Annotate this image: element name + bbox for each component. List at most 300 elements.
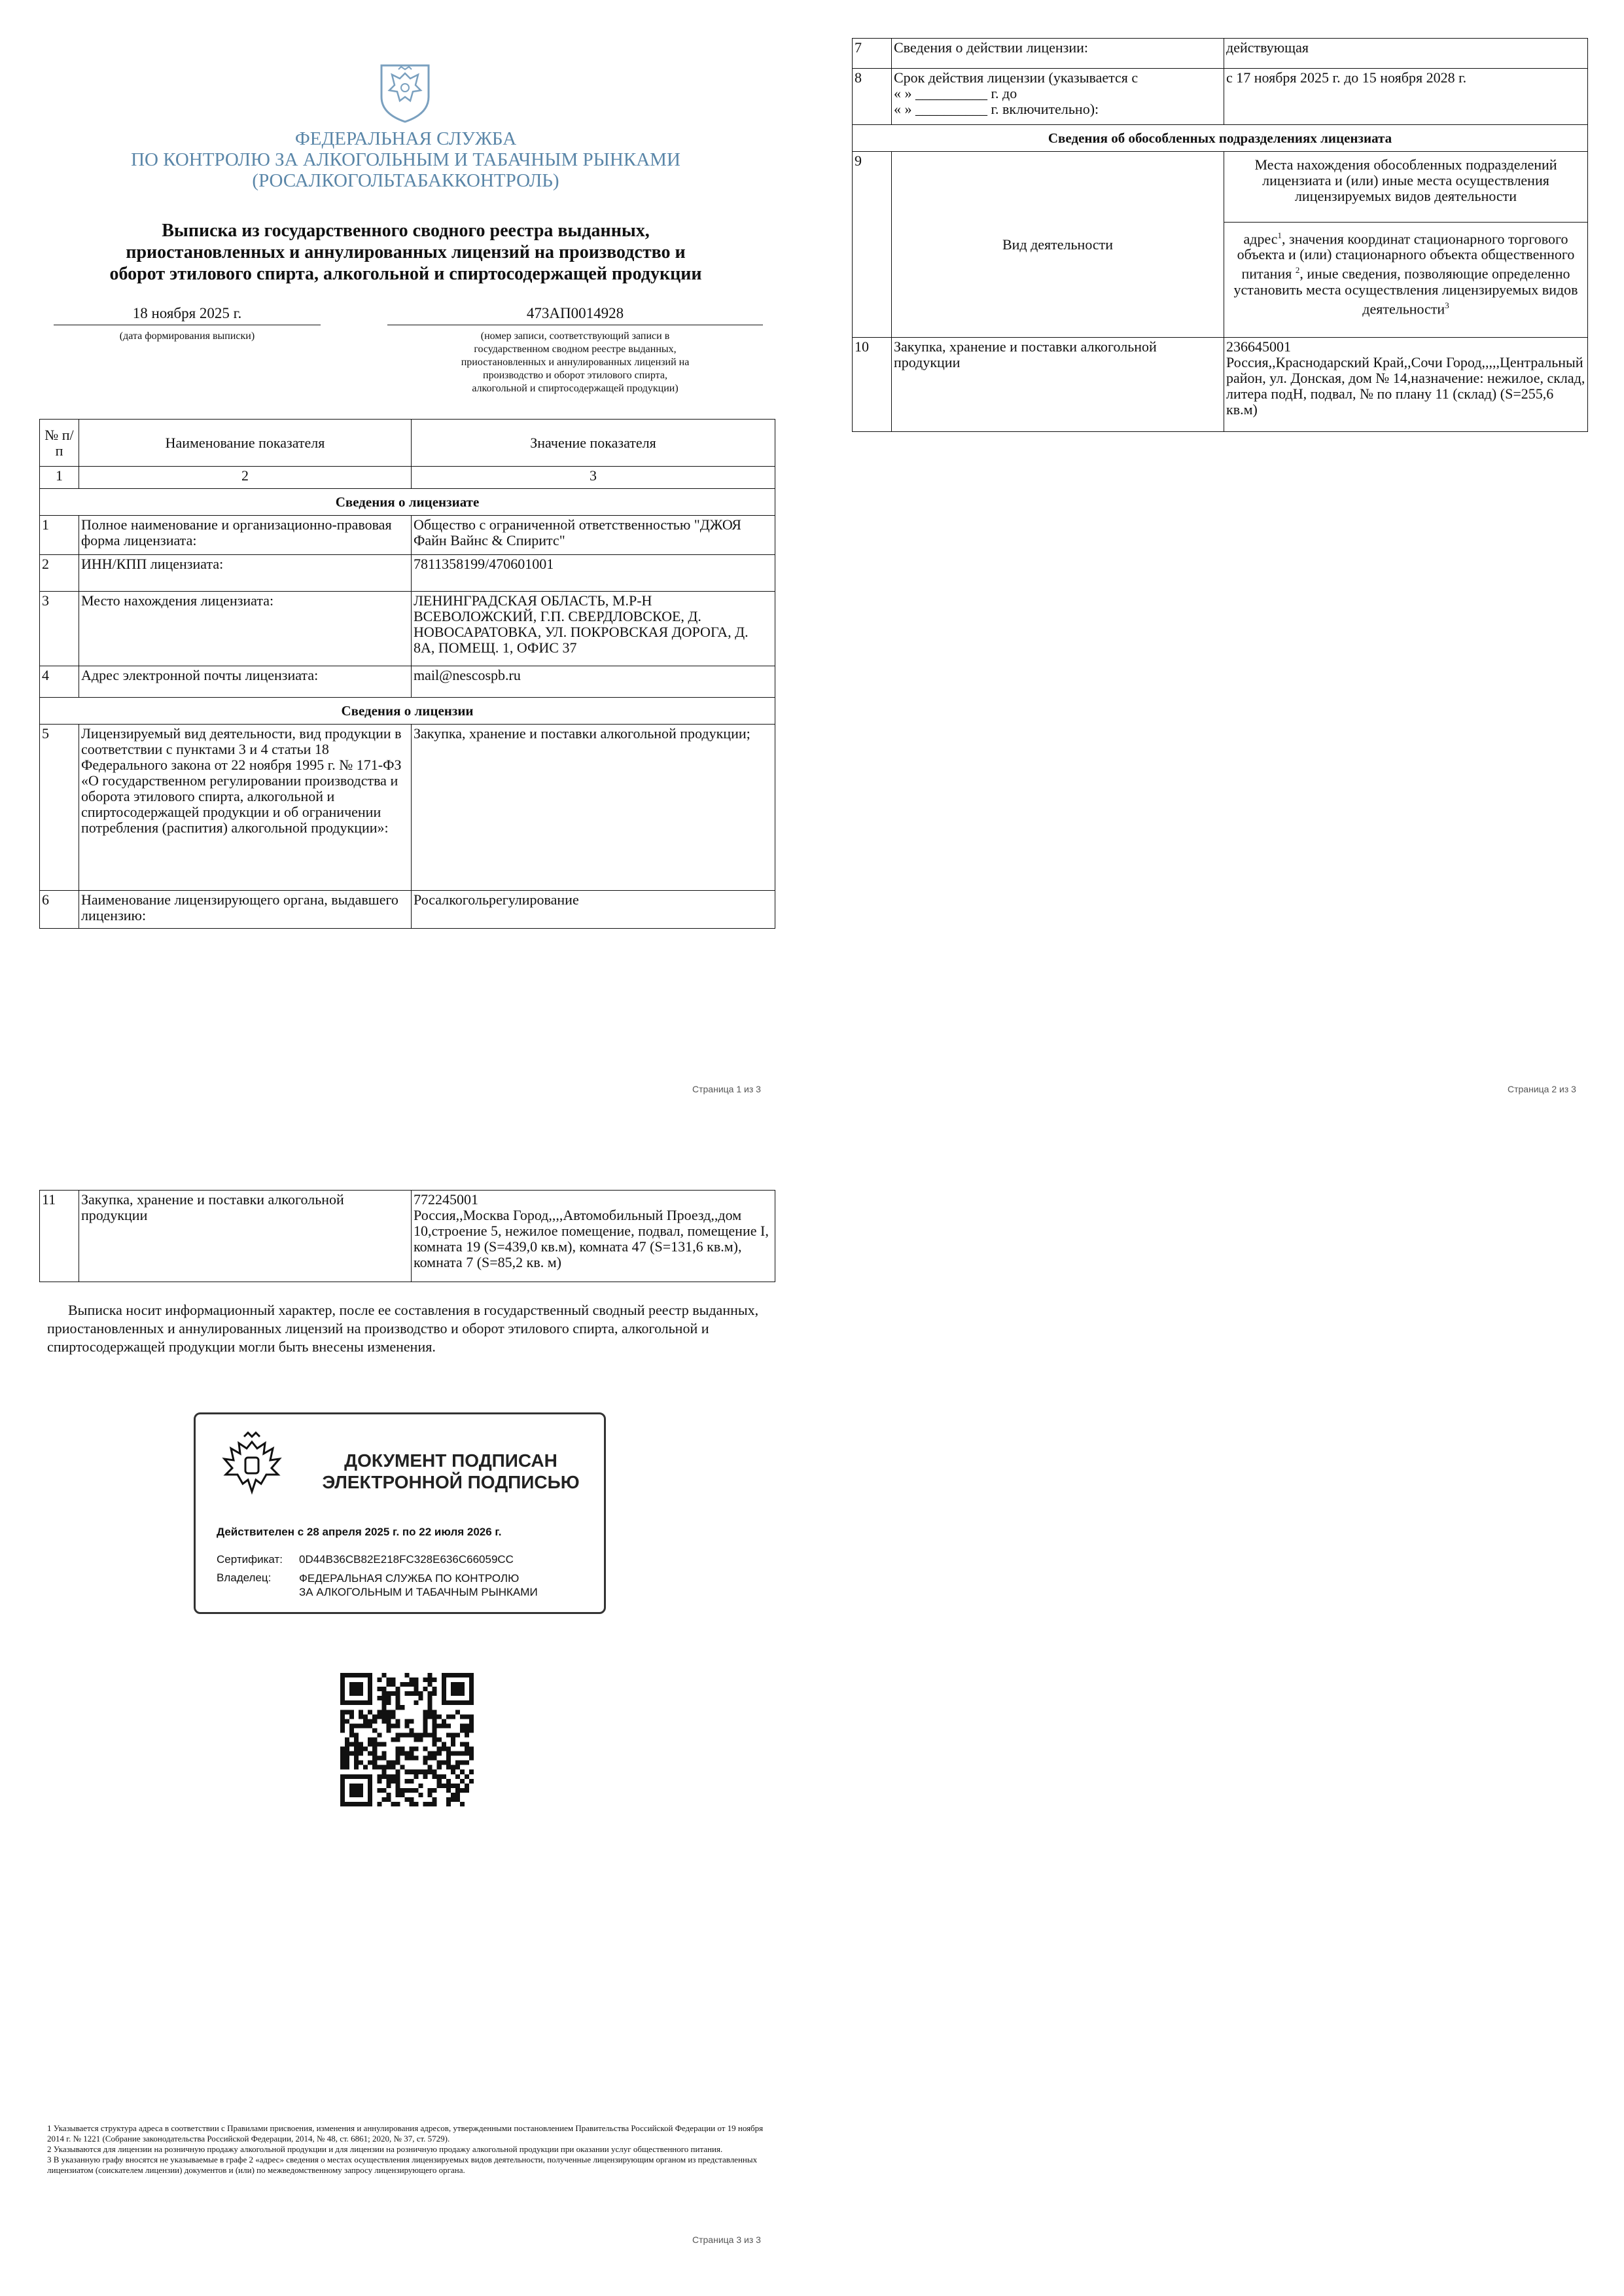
qr-module — [386, 1714, 391, 1719]
qr-module — [404, 1673, 409, 1677]
qr-module — [410, 1756, 414, 1761]
qr-module — [451, 1793, 455, 1797]
qr-module — [381, 1710, 386, 1714]
qr-module — [428, 1802, 432, 1806]
title-line-2: приостановленных и аннулированных лицензий на производство и — [126, 242, 686, 262]
qr-module — [428, 1765, 432, 1770]
qr-module — [381, 1797, 386, 1802]
qr-module — [423, 1756, 428, 1761]
document-title — [52, 220, 759, 285]
table-row — [40, 666, 775, 698]
qr-module — [349, 1751, 354, 1756]
qr-module — [395, 1779, 400, 1784]
row-name: Сведения о действии лицензии: — [892, 39, 1224, 69]
title-line-3: оборот этилового спирта, алкогольной и спиртосодержащей продукции — [109, 264, 702, 284]
qr-module — [345, 1742, 349, 1747]
qr-module — [432, 1737, 437, 1742]
qr-module — [428, 1770, 432, 1774]
qr-module — [432, 1691, 437, 1696]
agency-line-1: ФЕДЕРАЛЬНАЯ СЛУЖБА — [294, 128, 517, 149]
qr-module — [437, 1765, 442, 1770]
qr-module — [446, 1765, 451, 1770]
qr-module — [469, 1723, 474, 1728]
qr-module — [410, 1779, 414, 1784]
qr-module — [372, 1728, 377, 1732]
qr-module — [391, 1761, 395, 1765]
qr-module — [340, 1747, 345, 1751]
row-value: ЛЕНИНГРАДСКАЯ ОБЛАСТЬ, М.Р-Н ВСЕВОЛОЖСКИЙ, Г.П. СВЕРДЛОВСКОЕ, Д. НОВОСАРАТОВКА, УЛ. ПОКРОВСКАЯ ДОРОГА, Д. 8А, ПОМЕЩ. 1, ОФИС 37 — [412, 592, 775, 666]
stamp-owner-line: ЗА АЛКОГОЛЬНЫМ И ТАБАЧНЫМ РЫНКАМИ — [299, 1586, 538, 1598]
qr-module — [368, 1710, 372, 1714]
branch-table — [39, 1190, 775, 1282]
qr-module — [354, 1761, 359, 1765]
table-row — [40, 1191, 775, 1282]
row-name: Полное наименование и организационно-правовая форма лицензиата: — [79, 516, 412, 555]
qr-module — [372, 1765, 377, 1770]
qr-module — [410, 1682, 414, 1687]
section-licensee: Сведения о лицензиате — [40, 489, 775, 516]
qr-module — [432, 1687, 437, 1691]
qr-module — [395, 1696, 400, 1700]
qr-module — [432, 1774, 437, 1779]
qr-module — [469, 1714, 474, 1719]
qr-module — [349, 1728, 354, 1732]
qr-module — [381, 1705, 386, 1710]
extract-date: 18 ноября 2025 г. — [132, 305, 242, 321]
qr-module — [410, 1751, 414, 1756]
qr-module — [469, 1756, 474, 1761]
qr-module — [465, 1774, 469, 1779]
qr-module — [428, 1673, 432, 1677]
qr-module — [460, 1728, 465, 1732]
qr-module — [432, 1751, 437, 1756]
disclaimer-text: Выписка носит информационный характер, после ее составления в государственный сводный реестр выданных, приостановленных и аннулированных лицензий на производство и оборот этилового спирта, алкогольной и спиртосодержащей продукции могли быть внесены изменения. — [47, 1302, 759, 1355]
page-number-3: Страница 3 из 3 — [692, 2234, 761, 2245]
qr-module — [377, 1677, 381, 1682]
date-caption: (дата формирования выписки) — [119, 331, 255, 342]
qr-module — [377, 1714, 381, 1719]
qr-module — [381, 1765, 386, 1770]
disclaimer-note — [47, 1301, 760, 1356]
qr-module — [460, 1742, 465, 1747]
qr-module — [460, 1761, 465, 1765]
qr-module — [455, 1788, 460, 1793]
table-row — [853, 39, 1588, 69]
qr-module — [432, 1723, 437, 1728]
qr-module — [354, 1765, 359, 1770]
header-value: Значение показателя — [412, 420, 775, 467]
row-num: 2 — [40, 555, 79, 592]
qr-module — [395, 1737, 400, 1742]
qr-module — [455, 1732, 460, 1737]
qr-module — [404, 1756, 409, 1761]
qr-module — [340, 1728, 345, 1732]
qr-module — [354, 1742, 359, 1747]
qr-module — [419, 1793, 423, 1797]
qr-module — [465, 1742, 469, 1747]
qr-module — [423, 1774, 428, 1779]
qr-module — [414, 1677, 419, 1682]
addr-text-3: , иные сведения, позволяющие определенно установить места осуществления лицензируемых видов деятельности — [1233, 265, 1578, 317]
qr-module — [414, 1691, 419, 1696]
qr-module — [437, 1774, 442, 1779]
qr-module — [428, 1756, 432, 1761]
qr-module — [345, 1710, 349, 1714]
qr-module — [432, 1770, 437, 1774]
row-name: Вид деятельности — [892, 152, 1224, 338]
qr-module — [465, 1714, 469, 1719]
header-name: Наименование показателя — [79, 420, 412, 467]
qr-module — [372, 1751, 377, 1756]
qr-module — [400, 1705, 404, 1710]
qr-module — [423, 1770, 428, 1774]
stamp-title-line: ДОКУМЕНТ ПОДПИСАН — [344, 1450, 557, 1471]
qr-module — [372, 1714, 377, 1719]
qr-module — [391, 1677, 395, 1682]
qr-module — [395, 1747, 400, 1751]
qr-module — [391, 1714, 395, 1719]
qr-module — [423, 1714, 428, 1719]
qr-module — [400, 1732, 404, 1737]
table-row — [40, 725, 775, 891]
qr-module — [400, 1747, 404, 1751]
qr-module — [465, 1723, 469, 1728]
qr-module — [395, 1774, 400, 1779]
page-number-1: Страница 1 из 3 — [692, 1084, 761, 1094]
licensee-table — [39, 419, 775, 929]
qr-module — [404, 1770, 409, 1774]
registry-caption-line: (номер записи, соответствующий записи в — [480, 331, 670, 342]
qr-module — [386, 1691, 391, 1696]
footnote-ref-3: 3 — [1445, 300, 1449, 310]
qr-module — [460, 1788, 465, 1793]
qr-module — [465, 1761, 469, 1765]
qr-module — [404, 1682, 409, 1687]
qr-module — [400, 1793, 404, 1797]
row-name: Адрес электронной почты лицензиата: — [79, 666, 412, 698]
qr-module — [455, 1797, 460, 1802]
qr-module — [432, 1677, 437, 1682]
qr-module — [359, 1714, 363, 1719]
qr-module — [442, 1747, 446, 1751]
qr-module — [451, 1770, 455, 1774]
qr-module — [410, 1728, 414, 1732]
table-row — [853, 152, 1588, 223]
row-num: 3 — [40, 592, 79, 666]
qr-module — [404, 1779, 409, 1784]
stamp-owner-value — [299, 1571, 587, 1599]
qr-module — [432, 1728, 437, 1732]
qr-module — [423, 1802, 428, 1806]
qr-module — [377, 1756, 381, 1761]
qr-module — [410, 1797, 414, 1802]
registry-caption — [387, 330, 763, 395]
qr-module — [349, 1723, 354, 1728]
qr-module — [432, 1742, 437, 1747]
qr-module — [414, 1700, 419, 1705]
table-row — [40, 592, 775, 666]
qr-module — [391, 1779, 395, 1784]
qr-module — [377, 1742, 381, 1747]
qr-module — [428, 1696, 432, 1700]
qr-module — [363, 1723, 368, 1728]
qr-module — [395, 1691, 400, 1696]
qr-module — [345, 1756, 349, 1761]
qr-module — [386, 1797, 391, 1802]
qr-module — [419, 1691, 423, 1696]
qr-module — [400, 1765, 404, 1770]
qr-module — [414, 1770, 419, 1774]
qr-module — [437, 1779, 442, 1784]
row-num: 9 — [853, 152, 892, 338]
qr-module — [395, 1802, 400, 1806]
registry-record-number: 473АП0014928 — [526, 305, 624, 321]
qr-module — [381, 1770, 386, 1774]
qr-module — [395, 1770, 400, 1774]
qr-module — [386, 1723, 391, 1728]
qr-module — [381, 1700, 386, 1705]
qr-module — [381, 1691, 386, 1696]
qr-module — [372, 1737, 377, 1742]
qr-module — [391, 1774, 395, 1779]
qr-module — [432, 1719, 437, 1723]
qr-module — [451, 1737, 455, 1742]
header-num: № п/п — [40, 420, 79, 467]
qr-module — [381, 1742, 386, 1747]
row-value — [1224, 338, 1588, 432]
qr-module — [368, 1761, 372, 1765]
qr-module — [386, 1700, 391, 1705]
qr-module — [455, 1784, 460, 1788]
qr-module — [410, 1770, 414, 1774]
qr-module — [460, 1714, 465, 1719]
qr-module — [368, 1737, 372, 1742]
qr-module — [437, 1784, 442, 1788]
qr-module — [391, 1802, 395, 1806]
qr-module — [395, 1756, 400, 1761]
qr-module — [451, 1751, 455, 1756]
qr-module — [395, 1700, 400, 1705]
electronic-signature-stamp — [194, 1412, 606, 1614]
row-name: Лицензируемый вид деятельности, вид продукции в соответствии с пунктами 3 и 4 статьи 18 Федерального закона от 22 ноября 1995 г. № 171-ФЗ «О государственном регулировании производства и оборота этилового спирта, алкогольной и спиртосодержащей продукции и об ограничении потребления (распития) алкогольной продукции»: — [79, 725, 412, 891]
stamp-cert-label: Сертификат: — [217, 1553, 283, 1566]
qr-module — [410, 1747, 414, 1751]
qr-module — [446, 1779, 451, 1784]
qr-module — [465, 1732, 469, 1737]
row-value: mail@nescospb.ru — [412, 666, 775, 698]
agency-line-2: ПО КОНТРОЛЮ ЗА АЛКОГОЛЬНЫМ И ТАБАЧНЫМ РЫНКАМИ — [131, 149, 680, 170]
col-num-1: 1 — [40, 467, 79, 489]
row-num: 1 — [40, 516, 79, 555]
qr-module — [340, 1761, 345, 1765]
qr-module — [414, 1802, 419, 1806]
qr-module — [391, 1723, 395, 1728]
qr-module — [442, 1774, 446, 1779]
qr-module — [446, 1723, 451, 1728]
qr-module — [465, 1747, 469, 1751]
qr-module — [428, 1793, 432, 1797]
qr-module — [395, 1723, 400, 1728]
row-value: Общество с ограниченной ответственностью "ДЖОЯ Файн Вайнс & Спиритс" — [412, 516, 775, 555]
branch-kpp: 772245001 — [414, 1191, 478, 1208]
section-row — [853, 125, 1588, 152]
registry-caption-line: производство и оборот этилового спирта, — [483, 370, 667, 381]
footnote-3: 3 В указанную графу вносятся не указываемые в графе 2 «адрес» сведения о местах осуществления лицензируемых видов деятельности, полученные лицензирующим органом из представленных лицензиатом (соискателем лицензии) документов и (или) по межведомственному запросу лицензирующего органа. — [47, 2155, 758, 2175]
qr-module — [381, 1687, 386, 1691]
qr-module — [451, 1742, 455, 1747]
qr-module — [469, 1751, 474, 1756]
qr-module — [404, 1719, 409, 1723]
qr-module — [428, 1682, 432, 1687]
qr-module — [455, 1765, 460, 1770]
row-value: действующая — [1224, 39, 1588, 69]
qr-module — [419, 1737, 423, 1742]
qr-module — [414, 1788, 419, 1793]
qr-module — [414, 1747, 419, 1751]
table-row — [853, 338, 1588, 432]
qr-module — [442, 1719, 446, 1723]
qr-module — [437, 1747, 442, 1751]
qr-module — [455, 1710, 460, 1714]
qr-module — [381, 1788, 386, 1793]
table-row — [40, 891, 775, 929]
qr-module — [377, 1765, 381, 1770]
branch-address: Россия,,Москва Город,,,,Автомобильный Проезд,,дом 10,строение 5, нежилое помещение, подвал, помещение I, комната 19 (S=439,0 кв.м), комната 47 (S=131,6 кв.м), комната 7 (S=85,2 кв. м) — [414, 1207, 769, 1270]
qr-module — [381, 1756, 386, 1761]
qr-module — [469, 1747, 474, 1751]
qr-module — [414, 1756, 419, 1761]
qr-module — [345, 1765, 349, 1770]
term-line: « » __________ г. до — [894, 85, 1017, 101]
qr-module — [368, 1719, 372, 1723]
qr-module — [363, 1765, 368, 1770]
qr-module — [395, 1784, 400, 1788]
qr-module — [386, 1710, 391, 1714]
qr-module — [354, 1732, 359, 1737]
qr-module — [469, 1719, 474, 1723]
qr-module — [446, 1751, 451, 1756]
qr-module — [386, 1793, 391, 1797]
qr-module — [419, 1696, 423, 1700]
qr-module — [395, 1719, 400, 1723]
qr-module — [423, 1747, 428, 1751]
qr-module — [391, 1765, 395, 1770]
qr-module — [386, 1774, 391, 1779]
term-line: « » __________ г. включительно): — [894, 101, 1099, 117]
qr-module — [359, 1747, 363, 1751]
qr-module — [349, 1714, 354, 1719]
qr-module — [423, 1723, 428, 1728]
qr-module — [391, 1710, 395, 1714]
qr-module — [455, 1793, 460, 1797]
qr-module — [428, 1732, 432, 1737]
qr-module — [460, 1802, 465, 1806]
qr-module — [451, 1714, 455, 1719]
qr-module — [381, 1696, 386, 1700]
qr-module — [395, 1732, 400, 1737]
row-name: Закупка, хранение и поставки алкогольной продукции — [79, 1191, 412, 1282]
qr-module — [437, 1737, 442, 1742]
qr-module — [414, 1687, 419, 1691]
qr-module — [451, 1797, 455, 1802]
qr-module — [340, 1765, 345, 1770]
page-number-2: Страница 2 из 3 — [1508, 1084, 1576, 1094]
qr-module — [428, 1705, 432, 1710]
section-license: Сведения о лицензии — [40, 698, 775, 725]
qr-module — [451, 1784, 455, 1788]
coat-of-arms-emblem-icon — [372, 59, 438, 124]
qr-module — [359, 1751, 363, 1756]
qr-module — [381, 1774, 386, 1779]
stamp-validity: Действителен с 28 апреля 2025 г. по 22 июля 2026 г. — [217, 1526, 502, 1538]
qr-module — [423, 1710, 428, 1714]
row-num: 8 — [853, 69, 892, 125]
qr-module — [391, 1691, 395, 1696]
footnote-ref-1: 1 — [1277, 230, 1282, 240]
qr-module — [345, 1751, 349, 1756]
qr-module — [340, 1710, 345, 1714]
qr-module — [340, 1751, 345, 1756]
qr-module — [432, 1797, 437, 1802]
qr-module — [437, 1761, 442, 1765]
qr-module — [428, 1700, 432, 1705]
qr-module — [395, 1751, 400, 1756]
qr-module — [404, 1788, 409, 1793]
qr-module — [359, 1761, 363, 1765]
qr-module — [386, 1779, 391, 1784]
qr-module — [442, 1784, 446, 1788]
qr-module — [451, 1732, 455, 1737]
stamp-owner-line: ФЕДЕРАЛЬНАЯ СЛУЖБА ПО КОНТРОЛЮ — [299, 1572, 520, 1585]
qr-module — [451, 1765, 455, 1770]
qr-module — [372, 1742, 377, 1747]
qr-module — [432, 1788, 437, 1793]
qr-module — [428, 1677, 432, 1682]
registry-caption-line: приостановленных и аннулированных лицензий на — [461, 357, 690, 368]
qr-module — [446, 1761, 451, 1765]
qr-module — [404, 1797, 409, 1802]
qr-module — [419, 1770, 423, 1774]
qr-module — [386, 1682, 391, 1687]
qr-module — [377, 1788, 381, 1793]
qr-module — [386, 1696, 391, 1700]
qr-module — [400, 1682, 404, 1687]
row-name: ИНН/КПП лицензиата: — [79, 555, 412, 592]
row-value: Росалкогольрегулирование — [412, 891, 775, 929]
qr-module — [345, 1719, 349, 1723]
qr-module — [386, 1719, 391, 1723]
qr-module — [423, 1732, 428, 1737]
qr-module — [446, 1802, 451, 1806]
stamp-owner-label: Владелец: — [217, 1571, 272, 1584]
qr-module — [446, 1747, 451, 1751]
stamp-title — [320, 1450, 582, 1493]
double-headed-eagle-icon — [215, 1429, 289, 1502]
qr-module — [469, 1779, 474, 1784]
row-num: 4 — [40, 666, 79, 698]
qr-module — [395, 1788, 400, 1793]
qr-module — [395, 1793, 400, 1797]
qr-module — [395, 1761, 400, 1765]
stamp-cert-value: 0D44B36CB82E218FC328E636C66059CC — [299, 1553, 514, 1566]
qr-module — [410, 1677, 414, 1682]
qr-module — [391, 1737, 395, 1742]
qr-module — [446, 1797, 451, 1802]
row-num: 7 — [853, 39, 892, 69]
qr-module — [446, 1784, 451, 1788]
qr-module — [423, 1728, 428, 1732]
col-num-3: 3 — [412, 467, 775, 489]
